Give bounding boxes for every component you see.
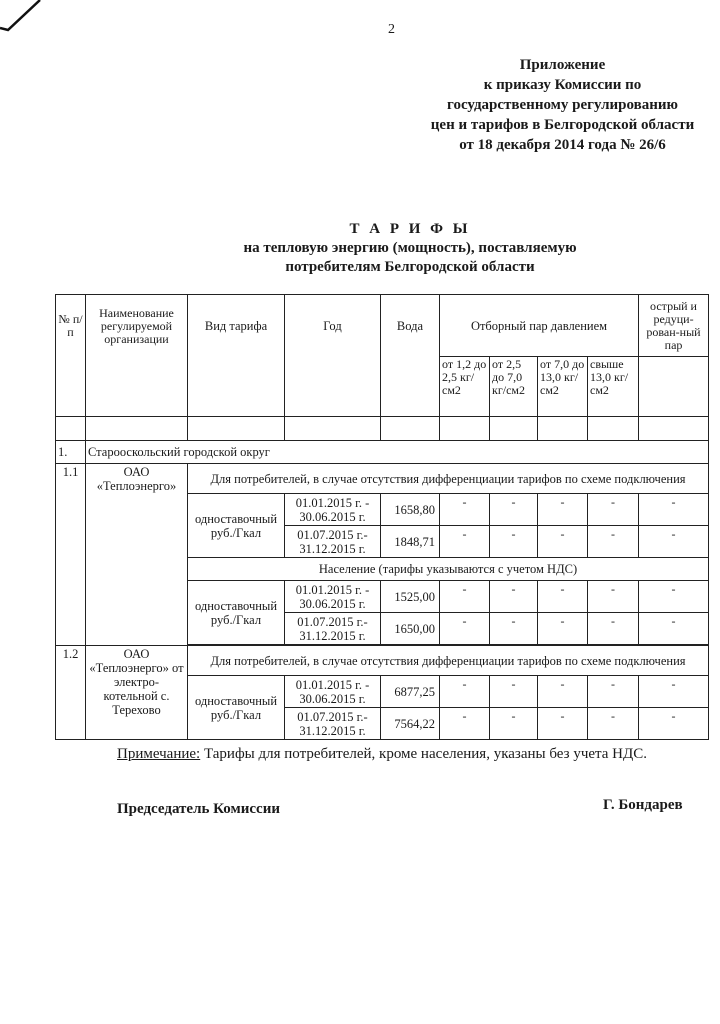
tariff-dash: - [588,526,639,558]
region-name: Старооскольский городской округ [86,441,709,464]
tariff-dash: - [639,494,709,526]
tariff-dash: - [639,676,709,708]
note [117,746,647,763]
tariff-water: 1525,00 [381,581,440,613]
document-title [180,220,640,277]
tariff-table [55,294,709,740]
tariff-period: 01.01.2015 г. - 30.06.2015 г. [285,676,381,708]
tariff-period: 01.07.2015 г.- 31.12.2015 г. [285,613,381,645]
header-org: Наименование регулируемой организации [86,295,188,417]
pressure-2: от 2,5 до 7,0 кг/см2 [490,357,538,417]
tariff-dash: - [538,708,588,740]
pressure-1: от 1,2 до 2,5 кг/см2 [440,357,490,417]
region-row [56,441,709,464]
title-line: на тепловую энергию (мощность), поставляемую [243,240,577,256]
group-title-row [56,464,709,494]
note-label: Примечание: [117,746,201,762]
note-text: Тарифы для потребителей, кроме населения, указаны без учета НДС. [200,746,647,762]
appendix-header [390,55,720,155]
tariff-period: 01.01.2015 г. - 30.06.2015 г. [285,494,381,526]
org1-group2-type: одноставочный руб./Гкал [188,581,285,645]
tariff-water: 1848,71 [381,526,440,558]
org2-group1-title: Для потребителей, в случае отсутствия дифференциации тарифов по схеме подключения [188,646,709,676]
appendix-line: государственному регулированию [447,97,678,113]
scan-corner-mark [0,0,44,40]
tariff-dash: - [490,708,538,740]
header-tariff-type: Вид тарифа [188,295,285,417]
org1-num: 1.1 [56,464,86,646]
tariff-water: 1650,00 [381,613,440,645]
tariff-dash: - [588,613,639,645]
appendix-line: от 18 декабря 2014 года № 26/6 [459,137,666,153]
page-number: 2 [388,22,395,37]
tariff-dash: - [490,526,538,558]
tariff-dash: - [490,613,538,645]
signature-position: Председатель Комиссии [117,801,280,817]
header-sharp-steam: острый и редуци-рован-ный пар [639,295,709,357]
org2-name: ОАО «Теплоэнерго» от электро-котельной с. Терехово [86,646,188,740]
org2-group1-type: одноставочный руб./Гкал [188,676,285,740]
org1-group2-title: Население (тарифы указываются с учетом НДС) [188,558,709,581]
tariff-dash: - [538,676,588,708]
tariff-dash: - [639,526,709,558]
tariff-dash: - [588,676,639,708]
tariff-dash: - [440,676,490,708]
header-row [56,295,709,357]
group-title-row [56,646,709,676]
tariff-water: 6877,25 [381,676,440,708]
header-num: № п/п [56,295,86,417]
pressure-4: свыше 13,0 кг/см2 [588,357,639,417]
tariff-water: 7564,22 [381,708,440,740]
tariff-dash: - [490,494,538,526]
tariff-dash: - [538,613,588,645]
tariff-dash: - [538,581,588,613]
tariff-dash: - [588,708,639,740]
header-water: Вода [381,295,440,417]
org1-group1-type: одноставочный руб./Гкал [188,494,285,558]
tariff-dash: - [440,708,490,740]
org1-name: ОАО «Теплоэнерго» [86,464,188,646]
empty-row [56,417,709,441]
tariff-dash: - [588,494,639,526]
tariff-dash: - [440,526,490,558]
tariff-period: 01.07.2015 г.- 31.12.2015 г. [285,708,381,740]
tariff-period: 01.01.2015 г. - 30.06.2015 г. [285,581,381,613]
tariff-dash: - [639,581,709,613]
pressure-3: от 7,0 до 13,0 кг/см2 [538,357,588,417]
tariff-dash: - [639,708,709,740]
header-steam: Отборный пар давлением [440,295,639,357]
tariff-dash: - [490,676,538,708]
tariff-period: 01.07.2015 г.- 31.12.2015 г. [285,526,381,558]
tariff-dash: - [588,581,639,613]
region-num: 1. [56,441,86,464]
appendix-line: к приказу Комиссии по [483,77,642,93]
tariff-water: 1658,80 [381,494,440,526]
title-heading: Т А Р И Ф Ы [349,221,471,237]
tariff-dash: - [440,613,490,645]
pressure-blank [639,357,709,417]
org1-group1-title: Для потребителей, в случае отсутствия дифференциации тарифов по схеме подключения [188,464,709,494]
signature-name: Г. Бондарев [603,797,683,813]
title-line: потребителям Белгородской области [285,259,535,275]
appendix-line: цен и тарифов в Белгородской области [430,117,695,133]
tariff-dash: - [538,526,588,558]
header-year: Год [285,295,381,417]
tariff-dash: - [639,613,709,645]
tariff-dash: - [490,581,538,613]
tariff-dash: - [440,494,490,526]
org2-num: 1.2 [56,646,86,740]
tariff-dash: - [538,494,588,526]
tariff-dash: - [440,581,490,613]
appendix-line: Приложение [519,57,606,73]
